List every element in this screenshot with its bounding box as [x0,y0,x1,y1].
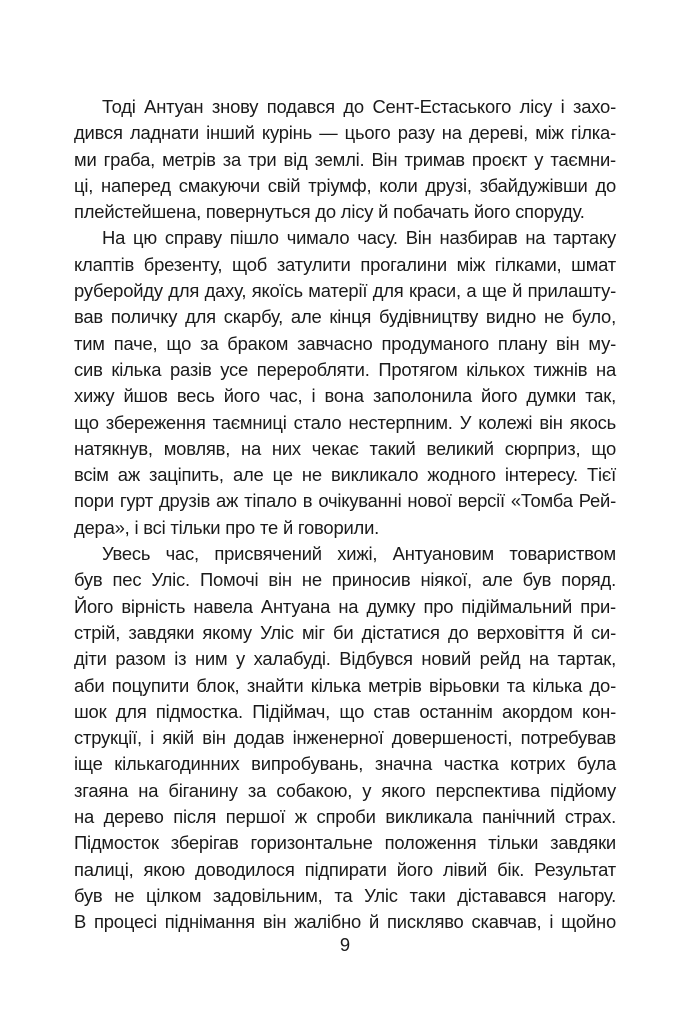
text-line: Підмосток зберігав горизонтальне положення тільки завдяки [74,832,616,854]
text-line: Увесь час, присвячений хижі, Антуановим товариством [102,543,616,565]
page-number: 9 [339,934,351,955]
text-line: На цю справу пішло чимало часу. Він назбирав на тартаку [102,227,616,249]
paragraph [74,541,616,935]
text-line: був пес Уліс. Помочі він не приносив ніякої, але був поряд. [74,569,616,591]
text-line: вав поличку для скарбу, але кінця будівництву видно не було, [74,306,616,328]
text-line: дера», і всі тільки про те й говорили. [74,516,380,538]
paragraph [74,94,616,225]
text-line: В процесі піднімання він жалібно й пискляво скавчав, і щойно [74,911,616,933]
text-line: всім аж заціпить, але це не викликало жодного інтересу. Тієї [74,464,616,486]
text-line: плейстейшена, повернуться до лісу й побачать його споруду. [74,201,585,223]
text-line: діти разом із ним у халабуді. Відбувся новий рейд на тартак, [74,648,616,670]
text-line: ці, наперед смакуючи свій тріумф, коли друзі, збайдужівши до [74,174,616,196]
text-line: аби поцупити блок, знайти кілька метрів вірьовки та кілька до- [74,674,616,696]
text-line: згаяна на біганину за собакою, у якого перспектива підйому [74,779,616,801]
text-line: хижу йшов весь його час, і вона заполонила його думки так, [74,385,616,407]
text-line: сив кілька разів усе переробляти. Протягом кількох тижнів на [74,358,616,380]
text-line: струкції, і якій він додав інженерної довершеності, потребував [74,727,616,749]
text-line: пори гурт друзів аж тіпало в очікуванні нової версії «Томба Рей- [74,490,616,512]
text-line: ми граба, метрів за три від землі. Він тримав проєкт у таємни- [74,148,616,170]
text-line: руберойду для даху, якоїсь матерії для краси, а ще й прилашту- [74,280,616,302]
text-line: тим паче, що за браком завчасно продуманого плану він му- [74,332,616,354]
text-line: натякнув, мовляв, на них чекає такий великий сюрприз, що [74,437,616,459]
text-line: був не цілком задовільним, та Уліс таки діставався нагору. [74,884,616,906]
text-line: дився ладнати інший курінь — цього разу на дереві, між гілка- [74,122,616,144]
text-line: іще кількагодинних випробувань, значна частка котрих була [74,753,616,775]
body-text [74,94,616,936]
text-line: на дерево після першої ж спроби викликала панічний страх. [74,806,616,828]
text-line: палиці, якою доводилося підпирати його лівий бік. Результат [74,858,616,880]
text-line: клаптів брезенту, щоб затулити прогалини між гілками, шмат [74,253,616,275]
text-line: Його вірність навела Антуана на думку про підіймальний при- [74,595,616,617]
text-line: шок для підмостка. Підіймач, що став останнім акордом кон- [74,700,616,722]
text-line: Тоді Антуан знову подався до Сент-Естаського лісу і захо- [102,96,616,117]
text-line: стрій, завдяки якому Уліс міг би дістатися до верховіття й си- [74,621,616,643]
paragraph [74,225,616,541]
text-line: що збереження таємниці стало нестерпним. У колежі він якось [74,411,616,433]
